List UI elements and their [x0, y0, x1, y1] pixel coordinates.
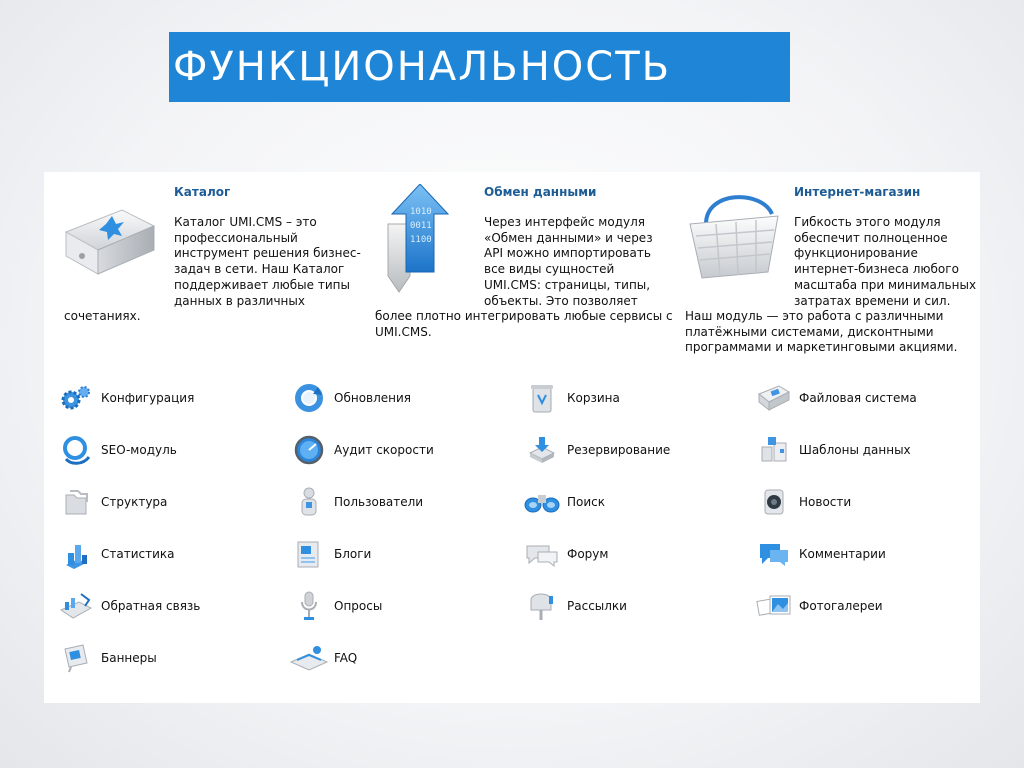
module-blogs[interactable]: [289, 538, 371, 570]
module-structure[interactable]: [56, 486, 167, 518]
module-label: Файловая система: [799, 391, 917, 405]
module-label: Обновления: [334, 391, 412, 405]
module-backup[interactable]: [522, 434, 670, 466]
feature-text-catalog: Каталог UMI.CMS – это профессиональный инструмент решения бизнес- задач в сети. Наш Каталог поддерживает любые типы данных в различных: [174, 215, 361, 308]
module-label: Пользователи: [334, 495, 424, 509]
template-blocks-icon: [754, 434, 794, 466]
module-label: Рассылки: [567, 599, 627, 613]
refresh-icon: [289, 382, 329, 414]
module-label: Шаблоны данных: [799, 443, 911, 457]
forum-bubbles-icon: [522, 538, 562, 570]
comments-icon: [754, 538, 794, 570]
module-statistics[interactable]: [56, 538, 175, 570]
module-label: Резервирование: [567, 443, 671, 457]
shopping-basket-icon: [686, 184, 782, 284]
module-news[interactable]: [754, 486, 851, 518]
statistics-icon: [56, 538, 96, 570]
module-trash[interactable]: [522, 382, 620, 414]
speedometer-icon: [289, 434, 329, 466]
module-label: Корзина: [567, 391, 620, 405]
structure-folders-icon: [56, 486, 96, 518]
module-label: Поиск: [567, 495, 606, 509]
feature-heading-catalog: Каталог: [174, 185, 231, 199]
feature-text-data-exchange: Через интерфейс модуля «Обмен данными» и через API можно импортировать все виды сущностей UMI.CMS: страницы, типы, объекты. Это позволяет: [484, 215, 653, 308]
module-feedback[interactable]: [56, 590, 200, 622]
module-search[interactable]: [522, 486, 605, 518]
catalog-box-icon: [62, 196, 158, 280]
module-label: Обратная связь: [101, 599, 201, 613]
banner-icon: [56, 642, 96, 674]
backup-icon: [522, 434, 562, 466]
svg-text:1100: 1100: [410, 235, 432, 245]
module-banners[interactable]: [56, 642, 157, 674]
feature-text-online-store-tail: Наш модуль — это работа с различными платёжными системами, дисконтными программами и маркетинговыми акциями.: [685, 309, 958, 355]
feature-text-catalog-tail: сочетаниях.: [64, 309, 141, 323]
file-drawer-icon: [754, 382, 794, 414]
module-label: Блоги: [334, 547, 372, 561]
module-label: Статистика: [101, 547, 175, 561]
module-speed-audit[interactable]: [289, 434, 434, 466]
feature-heading-online-store: Интернет-магазин: [794, 185, 921, 199]
speaker-icon: [754, 486, 794, 518]
module-comments[interactable]: [754, 538, 886, 570]
module-polls[interactable]: [289, 590, 382, 622]
microphone-icon: [289, 590, 329, 622]
module-label: Структура: [101, 495, 168, 509]
svg-text:0011: 0011: [410, 221, 432, 231]
module-label: Конфигурация: [101, 391, 195, 405]
photo-gallery-icon: [754, 590, 794, 622]
binoculars-icon: [522, 486, 562, 518]
module-users[interactable]: [289, 486, 423, 518]
users-icon: [289, 486, 329, 518]
module-forum[interactable]: [522, 538, 608, 570]
blog-pages-icon: [289, 538, 329, 570]
feedback-icon: [56, 590, 96, 622]
module-configuration[interactable]: [56, 382, 194, 414]
slide-title: ФУНКЦИОНАЛЬНОСТЬ: [169, 32, 790, 102]
svg-text:1010: 1010: [410, 207, 432, 217]
module-label: Фотогалереи: [799, 599, 883, 613]
module-label: Опросы: [334, 599, 383, 613]
module-faq[interactable]: [289, 642, 357, 674]
module-label: Новости: [799, 495, 852, 509]
data-exchange-arrows-icon: [380, 184, 476, 296]
module-label: Комментарии: [799, 547, 886, 561]
feature-text-online-store: Гибкость этого модуля обеспечит полноценное функционирование интернет-бизнеса любого масштаба при минимальных затратах времени и сил.: [794, 215, 977, 308]
mailbox-icon: [522, 590, 562, 622]
module-file-system[interactable]: [754, 382, 917, 414]
gears-icon: [56, 382, 96, 414]
feature-text-data-exchange-tail: более плотно интегрировать любые сервисы с UMI.CMS.: [375, 309, 673, 339]
module-seo[interactable]: [56, 434, 177, 466]
module-data-templates[interactable]: [754, 434, 911, 466]
module-label: SEO-модуль: [101, 443, 177, 457]
feature-heading-data-exchange: Обмен данными: [484, 185, 597, 199]
faq-book-icon: [289, 642, 329, 674]
module-label: Аудит скорости: [334, 443, 434, 457]
trash-bin-icon: [522, 382, 562, 414]
module-label: Форум: [567, 547, 609, 561]
module-label: Баннеры: [101, 651, 157, 665]
content-panel: [44, 172, 980, 703]
seo-magnifier-icon: [56, 434, 96, 466]
module-photo-galleries[interactable]: [754, 590, 883, 622]
module-label: FAQ: [334, 651, 358, 665]
module-mailings[interactable]: [522, 590, 627, 622]
module-updates[interactable]: [289, 382, 411, 414]
